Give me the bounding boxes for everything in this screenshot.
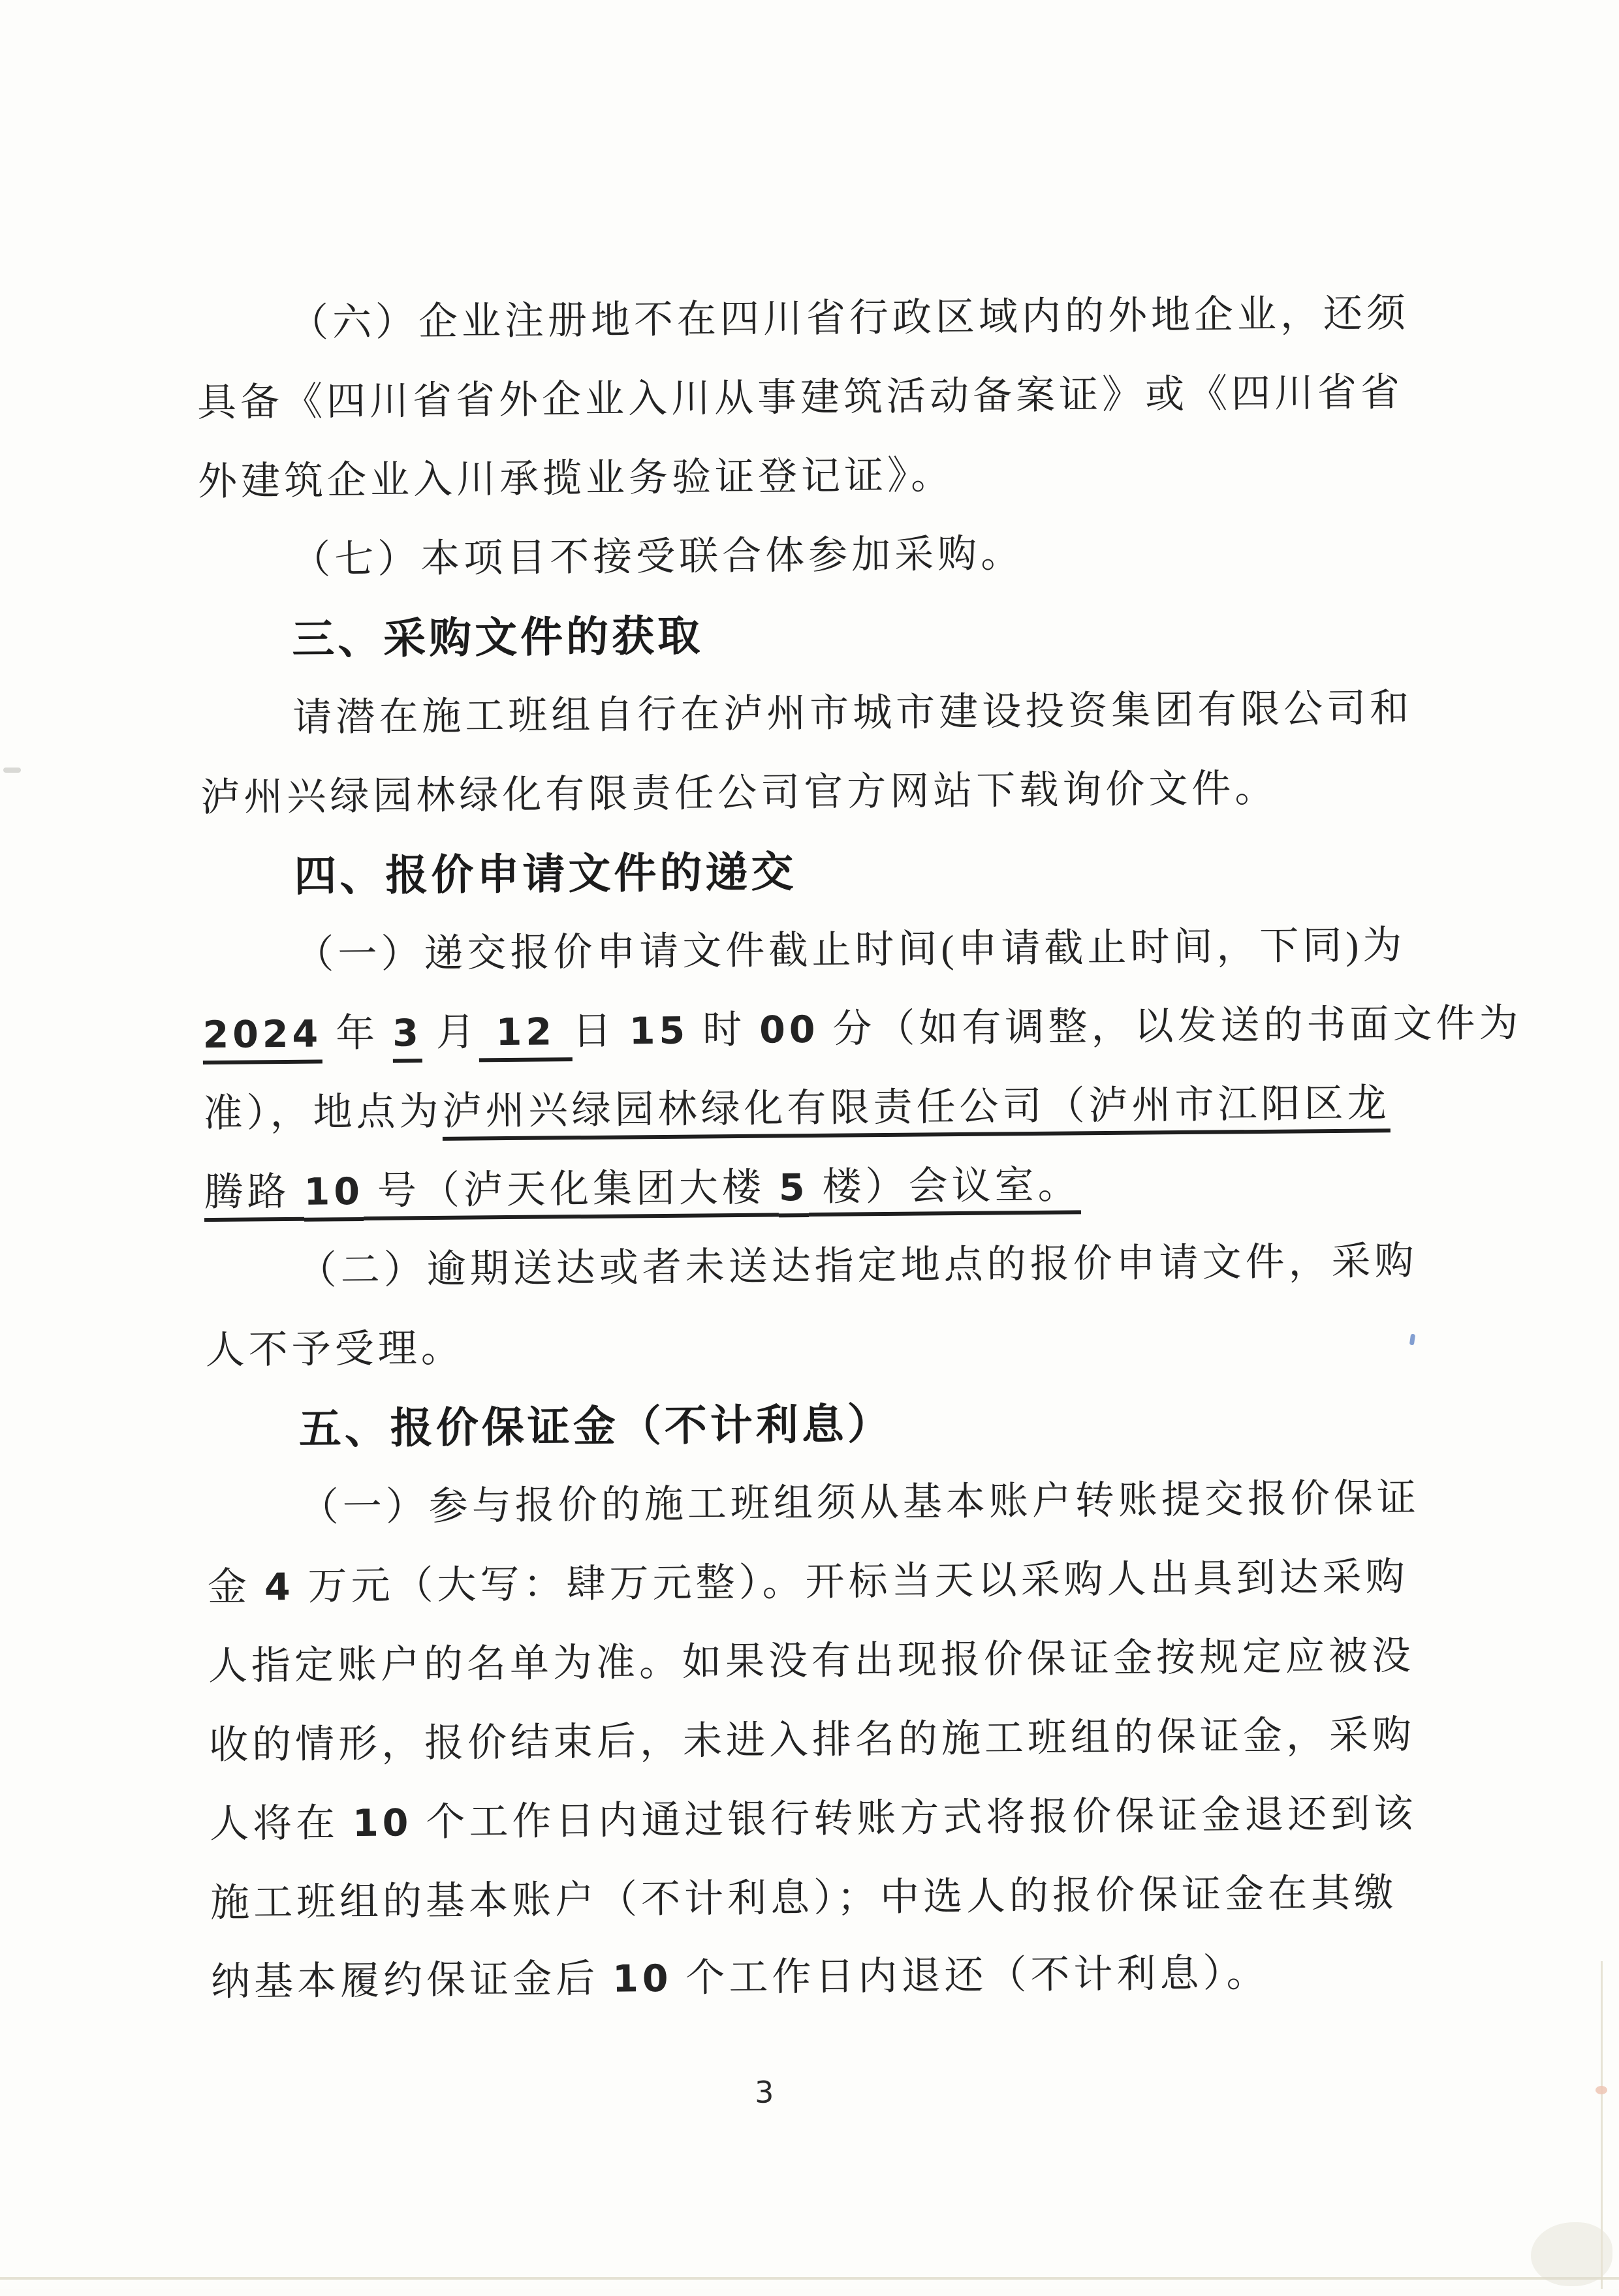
text-line: [204, 1220, 1528, 1311]
body-text: 纳基本履约保证金后: [210, 1957, 613, 2004]
underlined-text: 腾路: [204, 1170, 304, 1222]
numeric-text: 4: [264, 1565, 294, 1609]
body-text: 金: [207, 1565, 265, 1609]
body-text: （六）企业注册地不在四川省行政区域内的外地企业，还须: [289, 291, 1410, 345]
underlined-text: 5: [779, 1166, 809, 1217]
scan-artifact-right-edge: [1601, 1961, 1603, 2289]
numeric-text: 10: [352, 1801, 413, 1846]
body-text: 日: [572, 1009, 630, 1053]
body-text: 分（如有调整，以发送的书面文件为: [819, 1001, 1522, 1051]
text-line: [206, 1457, 1530, 1548]
text-line: [196, 273, 1520, 364]
scan-artifact-bottom-edge: [0, 2277, 1619, 2280]
text-line: [208, 1617, 1439, 1706]
body-text: 三、采购文件的获取: [291, 612, 704, 663]
body-text: 施工班组的基本账户（不计利息）；中选人的报价保证金在其缴: [210, 1871, 1398, 1925]
body-text: 万元（大写：肆万元整）。开标当天以采购人出具到达采购: [294, 1555, 1409, 1608]
text-line: [198, 510, 1522, 600]
body-text: 时: [688, 1008, 760, 1052]
body-text: 个工作日内退还（不计利息）。: [672, 1951, 1270, 2000]
underlined-text: 2024: [202, 1013, 322, 1065]
text-line: [202, 985, 1522, 1074]
body-text: （一）递交报价申请文件截止时间(申请截止时间，下同)为: [294, 923, 1406, 976]
body-text: （一）参与报价的施工班组须从基本账户转账提交报价保证: [299, 1476, 1421, 1529]
body-text: 准），地点为: [203, 1089, 443, 1136]
underlined-text: 12: [479, 1010, 573, 1062]
page-number: 3: [754, 2074, 774, 2110]
text-line: [198, 432, 1429, 521]
body-text: 年: [321, 1011, 393, 1055]
numeric-text: 10: [612, 1957, 672, 2001]
text-line: [197, 353, 1428, 442]
underlined-text: 楼）会议室。: [808, 1163, 1081, 1217]
section-heading: [201, 826, 1525, 916]
body-text: 五、报价保证金（不计利息）: [298, 1399, 894, 1453]
scan-artifact-left-dash: [3, 768, 21, 773]
text-line: [210, 1854, 1441, 1943]
body-text: 收的情形，报价结束后，未进入排名的施工班组的保证金，采购: [208, 1713, 1416, 1767]
text-line: [209, 1696, 1440, 1785]
numeric-text: 00: [759, 1008, 819, 1052]
text-line: [200, 748, 1432, 837]
section-heading: [199, 589, 1523, 679]
body-text: 四、报价申请文件的递交: [294, 848, 797, 900]
underlined-text: 号（泸天化集团大楼: [364, 1166, 779, 1220]
text-line: [202, 905, 1526, 995]
section-heading: [206, 1378, 1530, 1469]
body-text: 人不予受理。: [205, 1326, 465, 1373]
text-line: [210, 1775, 1441, 1864]
body-text: （二）逾期送达或者未送达指定地点的报价申请文件，采购: [297, 1239, 1418, 1292]
body-text: 个工作日内通过银行转账方式将报价保证金退还到该: [412, 1792, 1417, 1844]
underlined-text: 10: [304, 1170, 364, 1222]
text-line: [211, 1932, 1442, 2022]
text-line: [207, 1538, 1438, 1627]
body-text: 具备《四川省省外企业入川从事建筑活动备案证》或《四川省省: [196, 371, 1404, 425]
body-text: 人将在: [209, 1801, 353, 1846]
body-text: 外建筑企业入川承揽业务验证登记证》。: [197, 454, 954, 504]
body-text: 月: [422, 1010, 480, 1055]
body-text: 泸州兴绿园林绿化有限责任公司官方网站下载询价文件。: [200, 766, 1278, 820]
scan-artifact-pink-speck: [1595, 2086, 1607, 2094]
body-text: （七）本项目不接受联合体参加采购。: [291, 532, 1024, 582]
numeric-text: 15: [629, 1009, 689, 1053]
text-line: [205, 1301, 1436, 1390]
text-line: [200, 668, 1524, 758]
body-text: 人指定账户的名单为准。如果没有出现报价保证金按规定应被没: [208, 1634, 1415, 1688]
text-line: [203, 1064, 1434, 1153]
body-text: 请潜在施工班组自行在泸州市城市建设投资集团有限公司和: [292, 686, 1413, 739]
text-line: [204, 1143, 1435, 1232]
underlined-text: 3: [392, 1012, 422, 1063]
underlined-text: 泸州兴绿园林绿化有限责任公司（泸州市江阳区龙: [442, 1081, 1391, 1141]
